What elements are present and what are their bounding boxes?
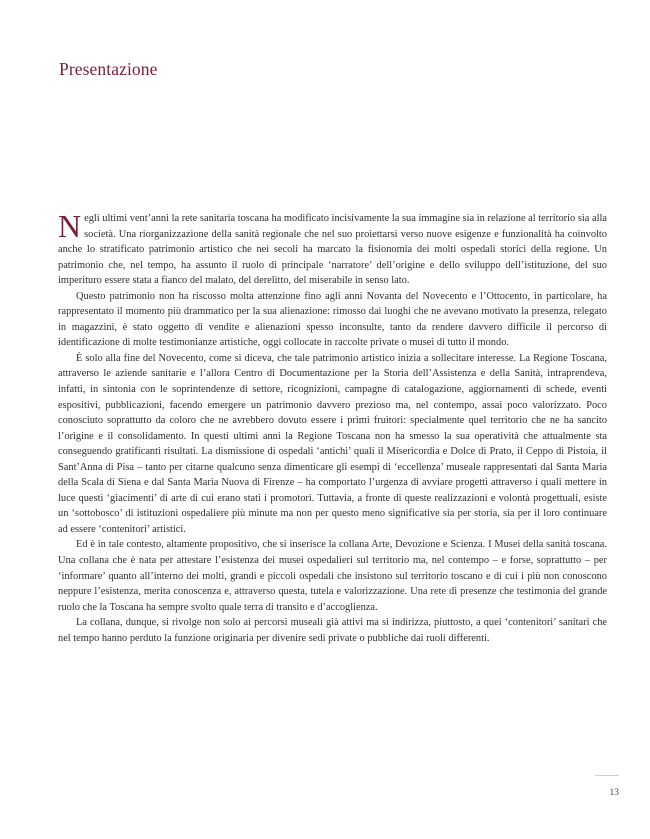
drop-cap: N — [58, 208, 82, 244]
footer-rule — [595, 775, 619, 776]
page-number: 13 — [609, 788, 619, 798]
paragraph-3: È solo alla fine del Novecento, come si diceva, che tale patrimonio artistico inizia a sollecitare interesse. La Regione Toscana, attraverso le aziende sanitarie e l’allora Centro di Documentazione per la Storia dell’Assistenza e della Sanità, intraprendeva, infatti, in sintonia con le soprintendenze di settore, ricognizioni, campagne di catalogazione, aggiornamenti di schede, eventi espositivi, pubblicazioni, facendo emergere un patrimonio davvero prezioso ma, nel contempo, assai poco valorizzato. Poco conosciuto soprattutto da coloro che ne avrebbero dovuto essere i primi fruitori: specialmente quel territorio che ne ha sancito l’origine e il consolidamento. In questi ultimi anni la Regione Toscana non ha smesso la sua operatività che attualmente sta conseguendo gratificanti risultati. La dismissione di ospedali ‘antichi’ quali il Misericordia e Dolce di Prato, il Ceppo di Pistoia, il Sant’Anna di Pisa – tanto per citarne qualcuno senza dimenticare gli esempi di ‘eccellenza’ museale rappresentati dal Santa Maria della Scala di Siena e dal Santa Maria Nuova di Firenze – ha comportato l’urgenza di avviare progetti attraverso i quali mettere in luce questi ‘giacimenti’ di arte di cui erano stati i promotori. Tuttavia, a fronte di queste realizzazioni e volontà progettuali, esiste un ‘sottobosco’ di istituzioni ospedaliere più minute ma non per questo meno significative sia per storia, sia per il loro continuare ad essere ‘contenitori’ artistici. — [58, 352, 607, 535]
paragraph-1 — [58, 208, 607, 289]
paragraph-5: La collana, dunque, si rivolge non solo ai percorsi museali già attivi ma si indirizza, piuttosto, a quei ‘contenitori’ sanitari che nel tempo hanno perduto la funzione originaria per divenire sedi private o pubbliche dai ruoli differenti. — [58, 617, 607, 644]
paragraph-4: Ed è in tale contesto, altamente propositivo, che si inserisce la collana Arte, Devozione e Scienza. I Musei della sanità toscana. Una collana che è nata per attestare l’esistenza dei musei ospedalieri sul territorio ma, nel contempo – e forse, soprattutto – per ‘informare’ quanto all’interno dei molti, grandi e piccoli ospedali che insistono sul territorio toscano e di cui i più non conoscono neppure l’esistenza, merita conoscenza e, attraverso questa, tutela e valorizzazione. Una rete di presenze che testimonia del grande ruolo che la Toscana ha sempre svolto quale terra di transito e d’accoglienza. — [58, 539, 607, 613]
paragraph-2: Questo patrimonio non ha riscosso molta attenzione fino agli anni Novanta del Novecento e l’Ottocento, in particolare, ha rappresentato il momento più drammatico per la sua alienazione: rimosso dai luoghi che ne avevano motivato la presenza, relegato in magazzini, è stato oggetto di vendite e alienazioni spesso inconsulte, tanto da rendere davvero difficile il percorso di identificazione di molte testimonianze artistiche, oggi collocate in raccolte private o musei di tutto il mondo. — [58, 290, 607, 349]
body-text — [58, 208, 607, 646]
page-heading: Presentazione — [59, 59, 158, 79]
paragraph-1-text: egli ultimi vent’anni la rete sanitaria toscana ha modificato incisivamente la sua immagine sia in relazione al territorio sia alla società. Una riorganizzazione della sanità regionale che nel suo proiettarsi verso nuove esigenze e funzionalità ha coinvolto anche lo stratificato patrimonio artistico che nei secoli ha marcato la fisionomia dei molti ospedali storici della regione. Un patrimonio che, nel tempo, ha assunto il ruolo di principale ‘narratore’ dell’origine e dello sviluppo dell’istituzione, del suo imperituro essere stata a fianco del malato, del derelitto, del miserabile in senso lato. — [58, 213, 607, 287]
